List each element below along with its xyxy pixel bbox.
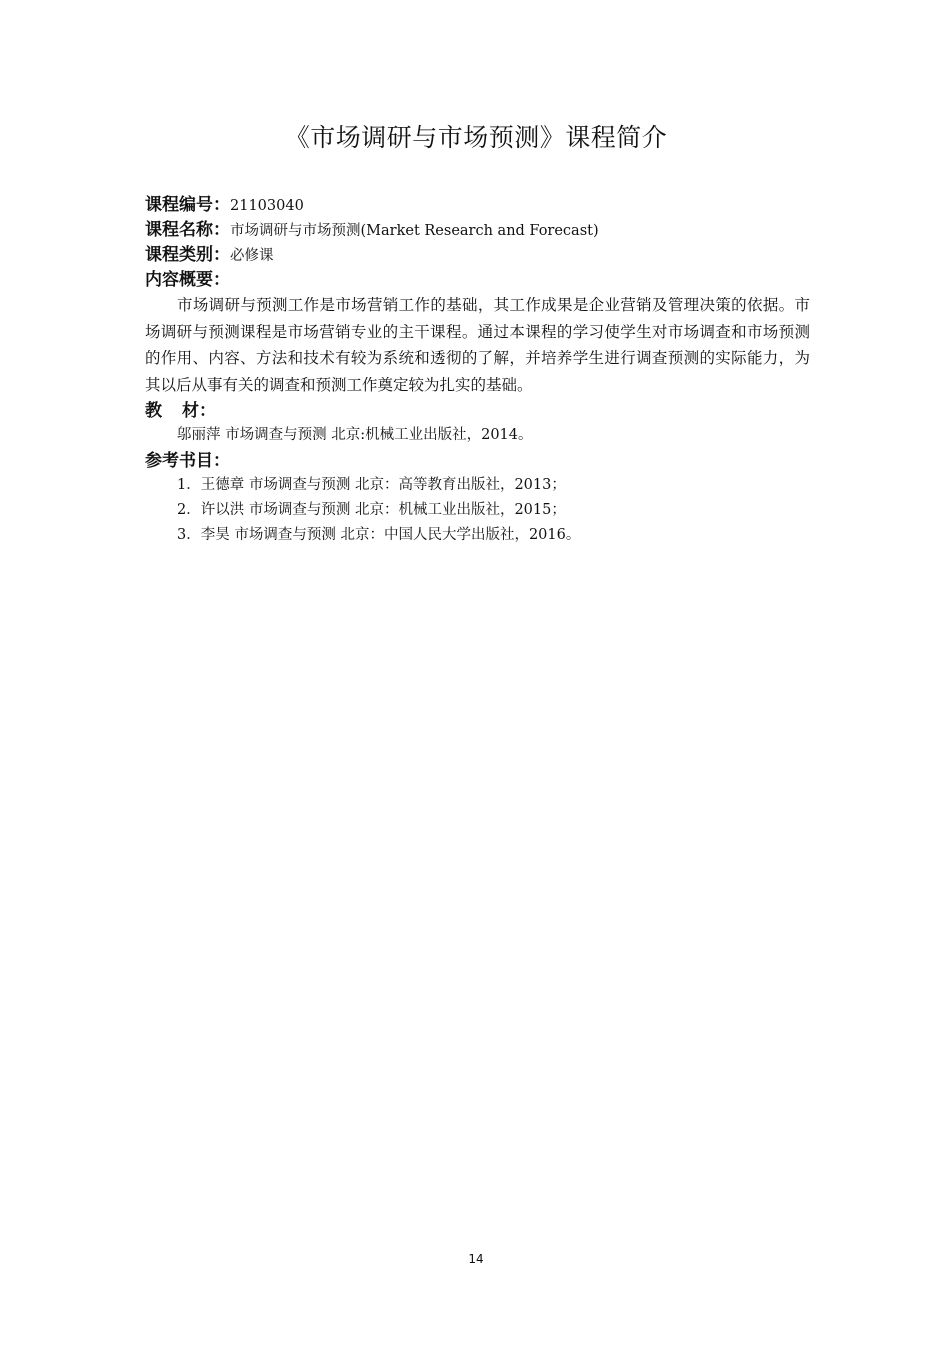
summary-label-row [145, 267, 810, 292]
course-type-row [145, 242, 810, 267]
course-type-value: 必修课 [230, 248, 274, 264]
textbook-label-part1: 教 [145, 401, 182, 421]
course-name-value: 市场调研与市场预测(Market Research and Forecast) [230, 223, 599, 239]
textbook-label-row [145, 398, 810, 423]
summary-paragraph: 市场调研与预测工作是市场营销工作的基础，其工作成果是企业营销及管理决策的依据。市场调研与预测课程是市场营销专业的主干课程。通过本课程的学习使学生对市场调查和市场预测的作用、内容、方法和技术有较为系统和透彻的了解，并培养学生进行调查预测的实际能力，为其以后从事有关的调查和预测工作奠定较为扎实的基础。 [145, 296, 810, 394]
textbook-entry: 邬丽萍 市场调查与预测 北京:机械工业出版社，2014。 [177, 427, 533, 443]
reference-item: 2．许以洪 市场调查与预测 北京：机械工业出版社，2015； [177, 502, 566, 518]
course-name-row [145, 217, 810, 242]
course-name-label: 课程名称： [145, 220, 230, 240]
reference-item: 1．王德章 市场调查与预测 北京：高等教育出版社，2013； [177, 477, 566, 493]
course-info [145, 192, 810, 548]
references-label: 参考书目： [145, 451, 230, 471]
reference-item: 3．李昊 市场调查与预测 北京：中国人民大学出版社，2016。 [177, 527, 581, 543]
course-type-label: 课程类别： [145, 245, 230, 265]
page-number: 14 [468, 1252, 484, 1266]
course-code-value: 21103040 [230, 198, 304, 214]
summary-label: 内容概要： [145, 270, 230, 290]
course-code-label: 课程编号： [145, 195, 230, 215]
page-title: 《市场调研与市场预测》课程简介 [284, 123, 668, 152]
references-label-row [145, 448, 810, 473]
course-code-row [145, 192, 810, 217]
textbook-label-part2: 材： [182, 401, 216, 421]
